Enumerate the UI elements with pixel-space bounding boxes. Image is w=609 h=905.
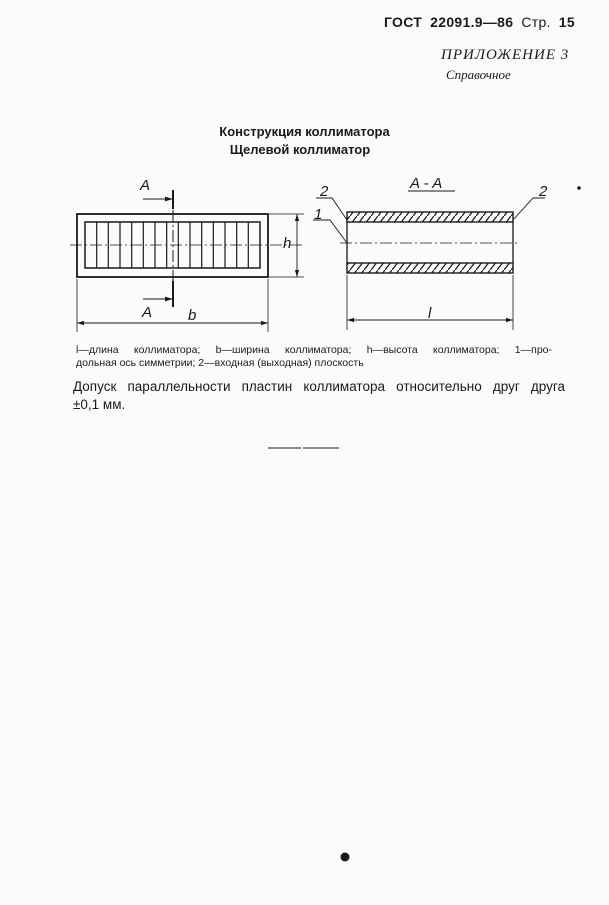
- appendix-subtitle: Справочное: [446, 67, 511, 82]
- leader-2-right: [513, 198, 545, 220]
- bottom-plate: [347, 263, 513, 273]
- standard-label: ГОСТ: [384, 14, 423, 30]
- callout-1: 1: [314, 206, 323, 223]
- dim-l-label: l: [428, 305, 432, 322]
- callout-2-right: 2: [539, 183, 548, 200]
- legend-line-1: l—длина коллиматора; b—ширина коллиматора; h—высота коллиматора; 1—про-: [76, 344, 552, 356]
- figure-legend: [76, 344, 552, 370]
- leader-1: [313, 220, 347, 243]
- top-plate: [347, 212, 513, 222]
- margin-dot: [577, 186, 581, 190]
- section-mark-bottom: A: [142, 304, 153, 321]
- tolerance-paragraph: [73, 378, 565, 414]
- body-line-2: ±0,1 мм.: [73, 397, 126, 412]
- legend-line-2: дольная ось симметрии; 2—входная (выходная) плоскость: [76, 357, 364, 369]
- section-subtitle: Щелевой коллиматор: [229, 142, 371, 157]
- dim-h-label: h: [283, 235, 292, 252]
- dim-b-label: b: [188, 307, 197, 324]
- standard-number: 22091.9—86: [430, 14, 514, 30]
- section-title-label: A - A: [410, 175, 443, 192]
- page-dot: [341, 853, 350, 862]
- body-line-1: Допуск параллельности пластин коллиматора относительно друг друга: [73, 379, 565, 394]
- callout-2-left: 2: [320, 183, 329, 200]
- appendix-title: ПРИЛОЖЕНИЕ 3: [441, 47, 570, 63]
- page-label: Стр.: [521, 14, 551, 30]
- section-mark-top: A: [140, 177, 151, 194]
- page-number: 15: [558, 14, 575, 30]
- section-title: Конструкция коллиматора: [219, 124, 390, 139]
